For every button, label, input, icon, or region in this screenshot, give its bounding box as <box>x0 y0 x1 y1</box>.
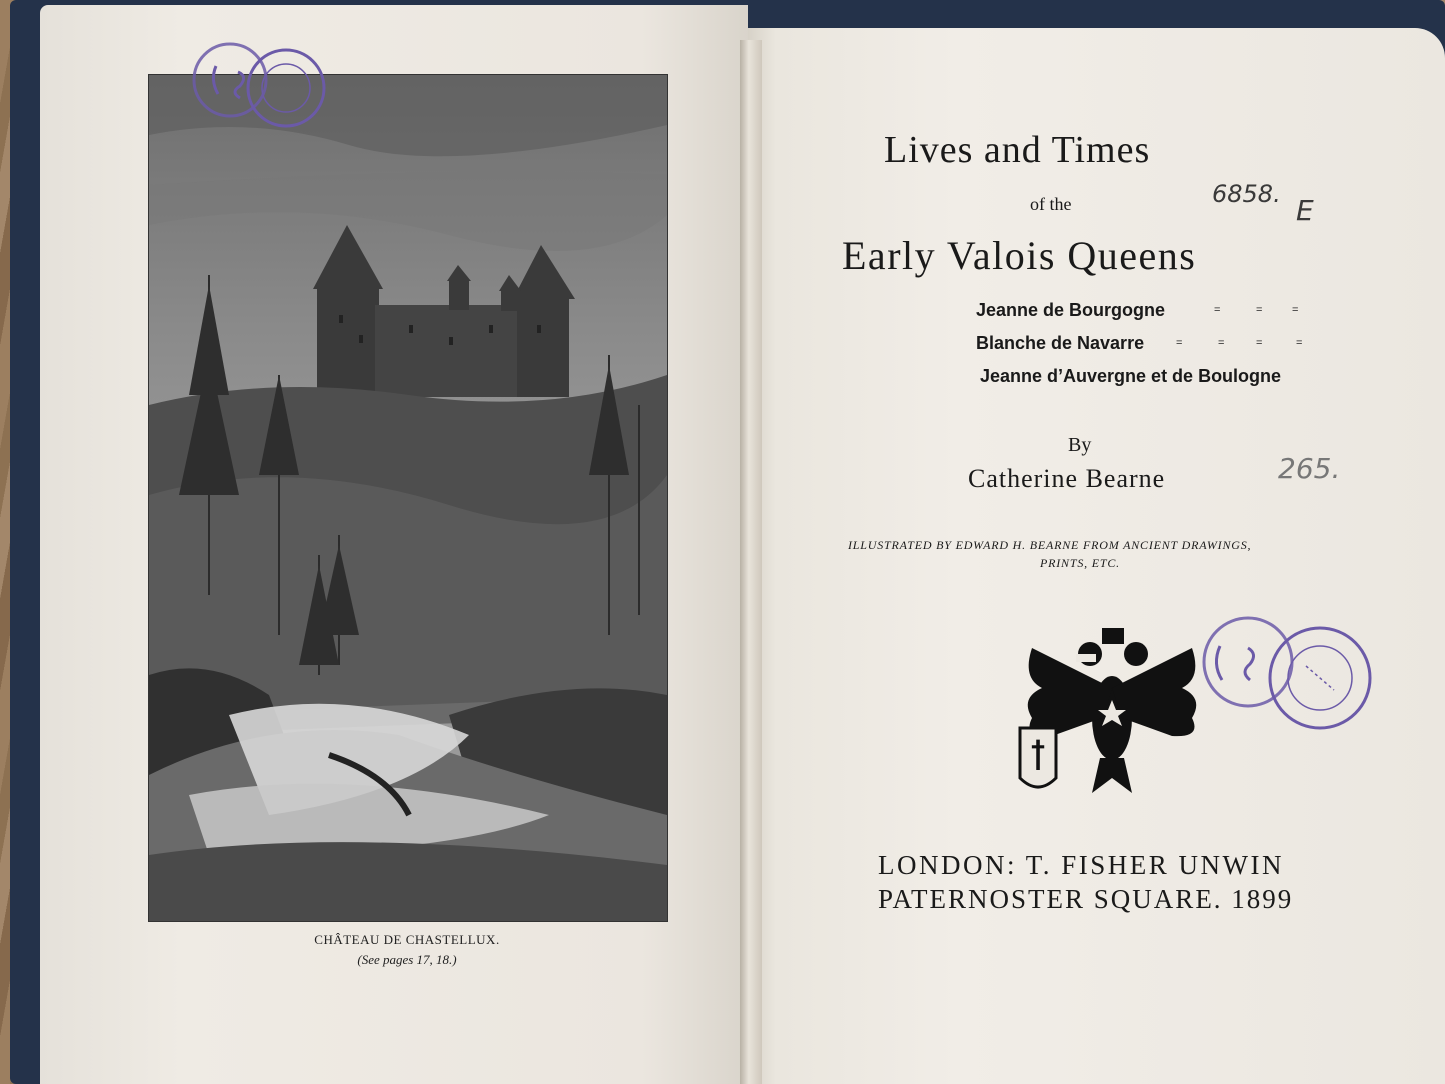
decorative-dash: = <box>1214 304 1221 316</box>
decorative-dash: = <box>1292 304 1299 316</box>
author-name: Catherine Bearne <box>968 464 1166 493</box>
library-stamp-right <box>1196 608 1386 749</box>
illustrator-line-1: ILLUSTRATED BY EDWARD H. BEARNE FROM ANCIENT DRAWINGS, <box>848 538 1252 552</box>
handwritten-shelfmark: 6858. <box>1212 180 1281 208</box>
decorative-dash: = <box>1296 337 1303 349</box>
book-gutter <box>740 40 762 1084</box>
subject-3: Jeanne d’Auvergne et de Boulogne <box>980 366 1282 386</box>
title-of-the: of the <box>1030 194 1072 214</box>
illustrator-line-2: PRINTS, ETC. <box>1040 556 1120 570</box>
decorative-dash: = <box>1218 337 1225 349</box>
title-line-2: Early Valois Queens <box>842 233 1197 278</box>
plate-caption: CHÂTEAU DE CHASTELLUX. <box>314 932 500 947</box>
frontispiece-illustration <box>148 74 668 922</box>
subject-1: Jeanne de Bourgogne <box>976 300 1166 320</box>
plate-page-reference: (See pages 17, 18.) <box>357 952 457 967</box>
library-stamp-left <box>188 36 340 141</box>
title-line-1: Lives and Times <box>884 129 1151 171</box>
handwritten-class-letter: E <box>1296 194 1314 227</box>
publisher-line-2: PATERNOSTER SQUARE. 1899 <box>878 884 1294 914</box>
handwritten-number: 265. <box>1278 452 1341 485</box>
decorative-dash: = <box>1256 337 1263 349</box>
decorative-dash: = <box>1176 337 1183 349</box>
publisher-line-1: LONDON: T. FISHER UNWIN <box>878 850 1284 880</box>
publisher-eagle-device-icon <box>1012 618 1202 813</box>
decorative-dash: = <box>1256 304 1263 316</box>
by-label: By <box>1068 434 1092 456</box>
svg-text:ꝉ: ꝉ <box>1029 734 1047 779</box>
subject-2: Blanche de Navarre <box>976 333 1145 353</box>
